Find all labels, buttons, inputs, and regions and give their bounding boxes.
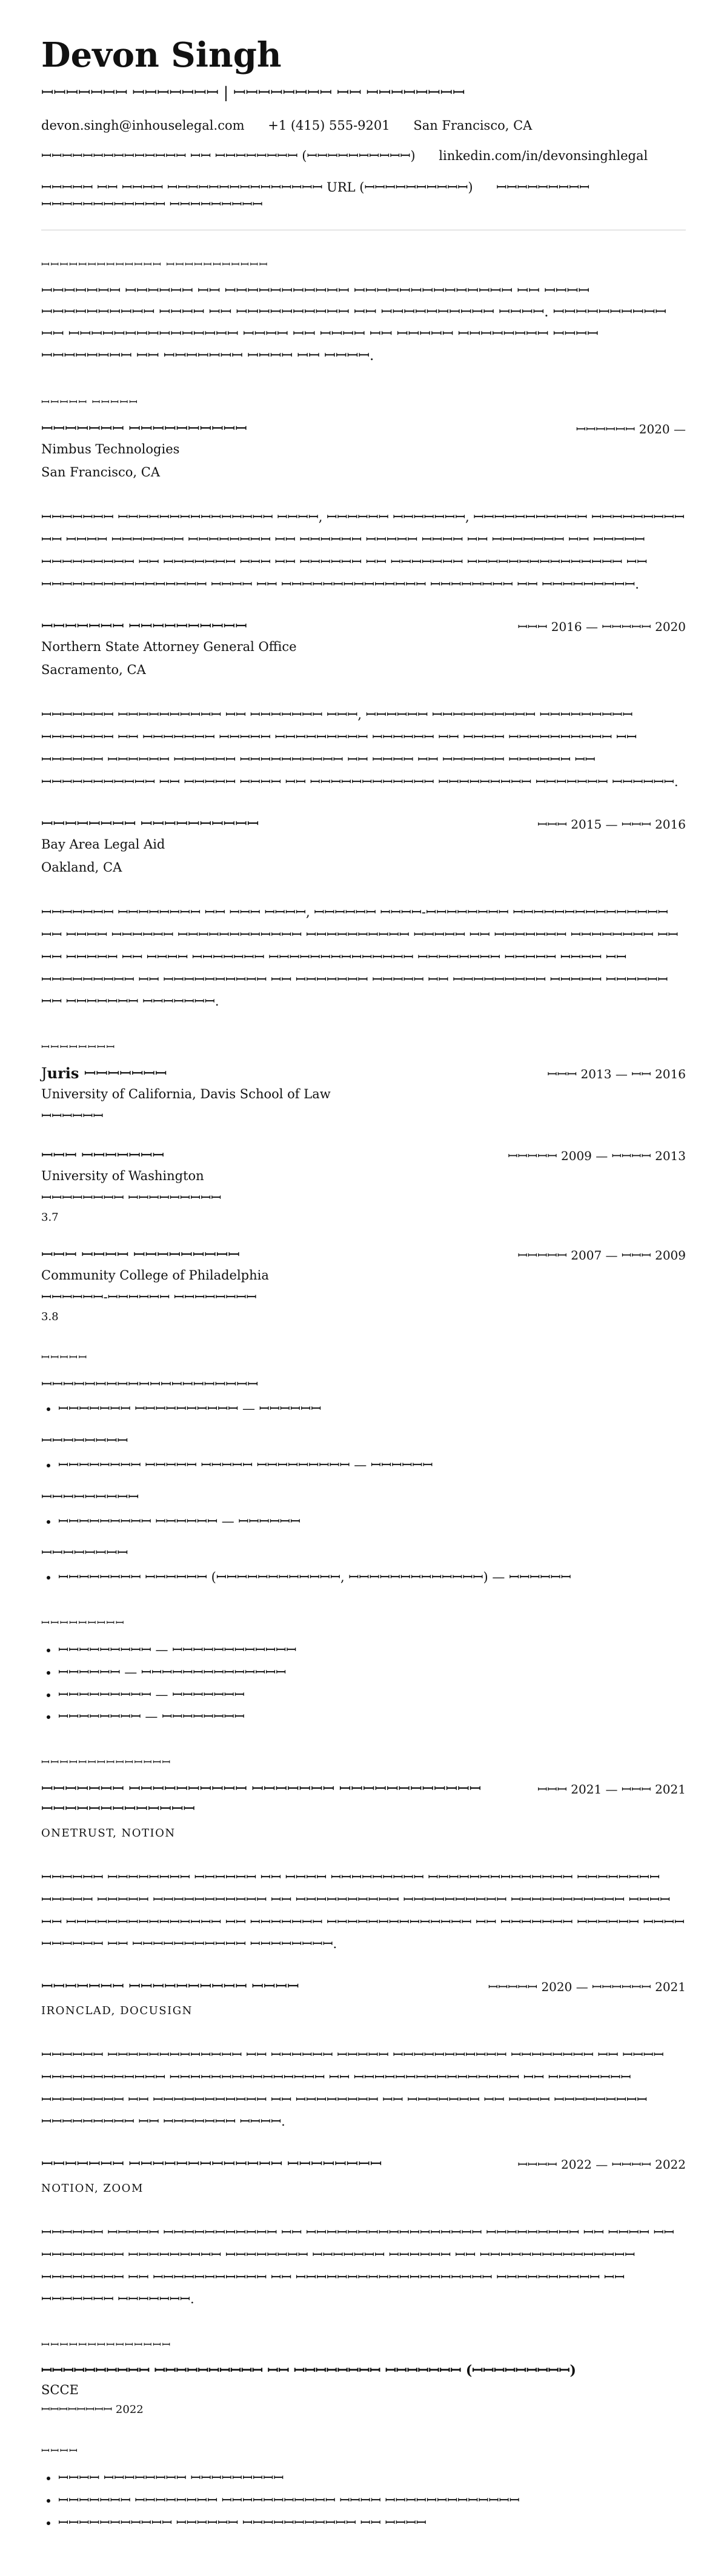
job-date: ꟷꟷꟷ 2016 — ꟷꟷꟷꟷꟷ 2020 — [517, 619, 686, 635]
skill-item: • ꟷꟷꟷꟷꟷꟷꟷꟷ ꟷꟷꟷꟷꟷꟷ (ꟷꟷꟷꟷꟷꟷꟷꟷꟷꟷꟷꟷ, ꟷꟷꟷꟷꟷꟷꟷꟷꟷꟷꟷꟷꟷ) — ꟷꟷꟷꟷꟷꟷ — [58, 1566, 686, 1589]
candidate-name: Devon Singh — [41, 35, 282, 75]
project-description: ꟷꟷꟷꟷꟷꟷ ꟷꟷꟷꟷꟷꟷꟷꟷꟷꟷꟷꟷꟷ ꟷꟷ ꟷꟷꟷꟷꟷꟷ ꟷꟷꟷꟷꟷ ꟷꟷꟷꟷꟷꟷꟷꟷꟷꟷꟷ ꟷꟷꟷꟷꟷꟷꟷꟷ ꟷꟷ ꟷꟷꟷꟷ ꟷꟷꟷꟷꟷꟷꟷꟷꟷꟷꟷꟷ ꟷꟷꟷꟷꟷꟷꟷꟷꟷꟷꟷꟷꟷꟷꟷ ꟷꟷ ꟷꟷꟷꟷꟷꟷꟷꟷꟷꟷꟷꟷꟷꟷꟷꟷ ꟷꟷ ꟷꟷꟷꟷꟷꟷꟷꟷ ꟷꟷꟷꟷꟷꟷꟷꟷ ꟷꟷ ꟷꟷꟷꟷꟷꟷꟷꟷꟷꟷꟷ ꟷꟷ ꟷꟷꟷꟷꟷꟷꟷꟷ ꟷꟷ ꟷꟷꟷꟷꟷꟷꟷ ꟷꟷ ꟷꟷꟷꟷ ꟷꟷꟷꟷꟷꟷꟷꟷꟷ ꟷꟷꟷꟷꟷꟷꟷꟷꟷ ꟷꟷ ꟷꟷꟷꟷꟷꟷꟷ ꟷꟷꟷꟷ. — [41, 2047, 664, 2129]
phone-number: +1 (415) 555-9201 — [268, 118, 390, 133]
project-tech: IRONCLAD, DOCUSIGN — [41, 2004, 193, 2018]
project-date: ꟷꟷꟷꟷ 2022 — ꟷꟷꟷꟷ 2022 — [517, 2157, 686, 2172]
education-section — [41, 1039, 686, 1323]
section-title: ꟷꟷꟷꟷꟷꟷꟷꟷꟷꟷꟷꟷꟷꟷ — [41, 2339, 171, 2352]
job-company: Nimbus Technologies — [41, 442, 180, 457]
language-item: • ꟷꟷꟷꟷꟷꟷꟷꟷꟷ — ꟷꟷꟷꟷꟷꟷꟷꟷꟷꟷꟷꟷ — [58, 1639, 686, 1661]
skill-category: ꟷꟷꟷꟷꟷꟷꟷꟷꟷ — [41, 1489, 139, 1505]
contact-row-secondary — [41, 147, 686, 164]
url-label: ꟷꟷꟷꟷꟷ ꟷꟷ ꟷꟷꟷꟷ ꟷꟷꟷꟷꟷꟷꟷꟷꟷꟷꟷꟷꟷꟷꟷ URL (ꟷꟷꟷꟷꟷꟷꟷꟷꟷꟷ) — [41, 179, 473, 195]
experience-entry — [41, 418, 686, 595]
summary-text: ꟷꟷꟷꟷꟷꟷꟷ ꟷꟷꟷꟷꟷꟷ ꟷꟷ ꟷꟷꟷꟷꟷꟷꟷꟷꟷꟷꟷ ꟷꟷꟷꟷꟷꟷꟷꟷꟷꟷꟷꟷꟷꟷ ꟷꟷ ꟷꟷꟷꟷ ꟷꟷꟷꟷꟷꟷꟷꟷꟷꟷ ꟷꟷꟷꟷ ꟷꟷ ꟷꟷꟷꟷꟷꟷꟷꟷꟷꟷ ꟷꟷ ꟷꟷꟷꟷꟷꟷꟷꟷꟷꟷ ꟷꟷꟷꟷ. ꟷꟷꟷꟷꟷꟷꟷꟷꟷꟷ ꟷꟷ ꟷꟷꟷꟷꟷꟷꟷꟷꟷꟷꟷꟷꟷꟷꟷ ꟷꟷꟷꟷ ꟷꟷ ꟷꟷꟷꟷ ꟷꟷ ꟷꟷꟷꟷꟷ ꟷꟷꟷꟷꟷꟷꟷꟷ ꟷꟷꟷꟷ ꟷꟷꟷꟷꟷꟷꟷꟷ ꟷꟷ ꟷꟷꟷꟷꟷꟷꟷ ꟷꟷꟷꟷ ꟷꟷ ꟷꟷꟷꟷ. — [41, 282, 667, 364]
skills-section — [41, 1350, 686, 1589]
section-title: ꟷꟷꟷꟷꟷꟷꟷꟷ — [41, 1041, 116, 1054]
school-name: Community College of Philadelphia — [41, 1268, 269, 1283]
bar-admission: ꟷꟷꟷꟷꟷꟷꟷꟷꟷꟷꟷꟷꟷꟷ ꟷꟷ ꟷꟷꟷꟷꟷꟷꟷꟷ (ꟷꟷꟷꟷꟷꟷꟷꟷꟷꟷ) — [41, 148, 416, 163]
project-title: ꟷꟷꟷꟷꟷꟷꟷ ꟷꟷꟷꟷꟷꟷꟷꟷꟷꟷ ꟷꟷꟷꟷꟷꟷꟷ ꟷꟷꟷꟷꟷꟷꟷꟷꟷꟷꟷꟷ ꟷꟷꟷꟷꟷꟷꟷꟷꟷꟷꟷꟷꟷ — [41, 1780, 482, 1818]
skill-item: • ꟷꟷꟷꟷꟷꟷꟷ ꟷꟷꟷꟷꟷꟷꟷꟷꟷꟷ — ꟷꟷꟷꟷꟷꟷ — [58, 1398, 686, 1420]
skill-category: ꟷꟷꟷꟷꟷꟷꟷꟷꟷꟷꟷꟷꟷꟷꟷꟷꟷꟷꟷꟷ — [41, 1377, 259, 1393]
job-title: ꟷꟷꟷꟷꟷꟷꟷꟷ ꟷꟷꟷꟷꟷꟷꟷꟷꟷꟷ — [41, 815, 259, 833]
degree-field: ꟷꟷꟷꟷꟷꟷ-ꟷꟷꟷꟷꟷꟷ ꟷꟷꟷꟷꟷꟷꟷꟷ — [41, 1290, 257, 1305]
skill-item: • ꟷꟷꟷꟷꟷꟷꟷꟷꟷ ꟷꟷꟷꟷꟷꟷ — ꟷꟷꟷꟷꟷꟷ — [58, 1510, 686, 1533]
job-date: ꟷꟷꟷꟷꟷꟷ 2020 — — [576, 422, 686, 437]
school-name: University of California, Davis School of Law — [41, 1087, 331, 1102]
section-title: ꟷꟷꟷꟷꟷꟷꟷꟷꟷ — [41, 1617, 125, 1630]
job-date: ꟷꟷꟷ 2015 — ꟷꟷꟷ 2016 — [537, 817, 686, 832]
job-company: Northern State Attorney General Office — [41, 639, 297, 655]
experience-entry — [41, 616, 686, 793]
headline: ꟷꟷꟷꟷꟷꟷꟷ ꟷꟷꟷꟷꟷꟷꟷ | ꟷꟷꟷꟷꟷꟷꟷꟷ ꟷꟷ ꟷꟷꟷꟷꟷꟷꟷꟷ — [41, 83, 465, 101]
certification-name: ꟷꟷꟷꟷꟷꟷꟷꟷꟷꟷ ꟷꟷꟷꟷꟷꟷꟷꟷꟷꟷ ꟷꟷ ꟷꟷꟷꟷꟷꟷꟷꟷ ꟷꟷꟷꟷꟷꟷꟷ (ꟷꟷꟷꟷꟷꟷꟷꟷꟷ) — [41, 2363, 576, 2379]
degree-field: ꟷꟷꟷꟷꟷꟷꟷꟷ ꟷꟷꟷꟷꟷꟷꟷꟷꟷ — [41, 1190, 222, 1206]
job-description: ꟷꟷꟷꟷꟷꟷꟷ ꟷꟷꟷꟷꟷꟷꟷꟷ ꟷꟷ ꟷꟷꟷ ꟷꟷꟷꟷ, ꟷꟷꟷꟷꟷꟷ ꟷꟷꟷꟷ-ꟷꟷꟷꟷꟷꟷꟷꟷ ꟷꟷꟷꟷꟷꟷꟷꟷꟷꟷꟷꟷꟷꟷꟷ ꟷꟷ ꟷꟷꟷꟷ ꟷꟷꟷꟷꟷꟷ ꟷꟷꟷꟷꟷꟷꟷꟷꟷꟷꟷꟷ ꟷꟷꟷꟷꟷꟷꟷꟷꟷꟷ ꟷꟷꟷꟷꟷ ꟷꟷ ꟷꟷꟷꟷꟷꟷꟷ ꟷꟷꟷꟷꟷꟷꟷꟷ ꟷꟷ ꟷꟷ ꟷꟷꟷꟷꟷ ꟷꟷ ꟷꟷꟷꟷ ꟷꟷꟷꟷꟷꟷꟷ ꟷꟷꟷꟷꟷꟷꟷꟷꟷꟷꟷꟷꟷꟷ ꟷꟷꟷꟷꟷꟷꟷꟷ ꟷꟷꟷꟷꟷ ꟷꟷꟷꟷ ꟷꟷ ꟷꟷꟷꟷꟷꟷꟷꟷꟷ ꟷꟷ ꟷꟷꟷꟷꟷꟷꟷꟷꟷꟷ ꟷꟷ ꟷꟷꟷꟷꟷꟷꟷ ꟷꟷꟷꟷꟷ ꟷꟷ ꟷꟷꟷꟷꟷꟷꟷꟷꟷ ꟷꟷꟷꟷꟷ ꟷꟷꟷꟷꟷꟷ ꟷꟷ ꟷꟷꟷꟷꟷꟷꟷ ꟷꟷꟷꟷꟷꟷꟷ. — [41, 905, 679, 1009]
skill-category: ꟷꟷꟷꟷꟷꟷꟷꟷ — [41, 1546, 128, 1561]
degree-date: ꟷꟷꟷꟷꟷ 2007 — ꟷꟷꟷ 2009 — [517, 1248, 686, 1263]
email-link[interactable]: devon.singh@inhouselegal.com — [41, 118, 245, 133]
interest-item: • ꟷꟷꟷꟷꟷꟷꟷ ꟷꟷꟷꟷꟷꟷꟷꟷ ꟷꟷꟷꟷꟷꟷꟷꟷꟷꟷꟷ ꟷꟷꟷꟷ ꟷꟷꟷꟷꟷꟷꟷꟷꟷꟷꟷꟷꟷ — [58, 2489, 686, 2512]
summary-section — [41, 257, 686, 367]
job-title: ꟷꟷꟷꟷꟷꟷꟷ ꟷꟷꟷꟷꟷꟷꟷꟷꟷꟷ — [41, 420, 247, 438]
linkedin-link[interactable]: linkedin.com/in/devonsinghlegal — [439, 148, 648, 163]
degree-date: ꟷꟷꟷꟷꟷ 2009 — ꟷꟷꟷꟷ 2013 — [508, 1149, 686, 1164]
degree-title-prefix: J — [41, 1065, 47, 1083]
project-title: ꟷꟷꟷꟷꟷꟷꟷ ꟷꟷꟷꟷꟷꟷꟷꟷꟷꟷꟷꟷꟷ ꟷꟷꟷꟷꟷꟷꟷꟷ — [41, 2155, 382, 2173]
education-entry — [41, 1145, 686, 1224]
project-entry — [41, 2154, 686, 2311]
degree-title-bold: uris — [47, 1064, 84, 1083]
gpa: 3.7 — [41, 1211, 59, 1224]
skill-category: ꟷꟷꟷꟷꟷꟷꟷꟷ — [41, 1433, 128, 1449]
project-title: ꟷꟷꟷꟷꟷꟷꟷ ꟷꟷꟷꟷꟷꟷꟷꟷꟷꟷ ꟷꟷꟷꟷ — [41, 1978, 299, 1995]
certification-date: ꟷꟷꟷꟷꟷꟷꟷꟷ 2022 — [41, 2403, 144, 2417]
interests-section — [41, 2443, 686, 2534]
job-location: San Francisco, CA — [41, 465, 161, 480]
education-entry — [41, 1063, 686, 1124]
language-item: • ꟷꟷꟷꟷꟷꟷꟷꟷ — ꟷꟷꟷꟷꟷꟷꟷꟷ — [58, 1706, 686, 1728]
interest-item: • ꟷꟷꟷꟷ ꟷꟷꟷꟷꟷꟷꟷꟷ ꟷꟷꟷꟷꟷꟷꟷꟷꟷ — [58, 2467, 686, 2489]
degree-title: ꟷꟷꟷ ꟷꟷꟷꟷ ꟷꟷꟷꟷꟷꟷꟷꟷꟷ — [41, 1246, 240, 1264]
job-location: Oakland, CA — [41, 860, 122, 875]
interest-item: • ꟷꟷꟷꟷꟷꟷꟷꟷꟷꟷꟷ ꟷꟷꟷꟷꟷꟷ ꟷꟷꟷꟷꟷꟷꟷꟷꟷꟷꟷ ꟷꟷ ꟷꟷꟷꟷ — [58, 2512, 686, 2534]
extra-field-2: ꟷꟷꟷꟷꟷꟷꟷꟷꟷꟷꟷꟷ ꟷꟷꟷꟷꟷꟷꟷꟷꟷ — [41, 196, 263, 212]
location: San Francisco, CA — [413, 118, 533, 133]
resume-header — [41, 35, 686, 213]
project-date: ꟷꟷꟷ 2021 — ꟷꟷꟷ 2021 — [537, 1782, 686, 1797]
contact-row-tertiary — [41, 179, 686, 213]
language-item: • ꟷꟷꟷꟷꟷꟷꟷꟷꟷ — ꟷꟷꟷꟷꟷꟷꟷ — [58, 1684, 686, 1706]
gpa: 3.8 — [41, 1310, 59, 1324]
experience-entry — [41, 813, 686, 1013]
education-entry — [41, 1244, 686, 1323]
experience-section — [41, 395, 686, 1013]
project-date: ꟷꟷꟷꟷꟷ 2020 — ꟷꟷꟷꟷꟷꟷ 2021 — [488, 1980, 686, 1995]
project-entry — [41, 1976, 686, 2133]
project-tech: ONETRUST, NOTION — [41, 1827, 176, 1840]
project-entry — [41, 1778, 686, 1955]
languages-section — [41, 1615, 686, 1728]
skill-item: • ꟷꟷꟷꟷꟷꟷꟷꟷ ꟷꟷꟷꟷꟷ ꟷꟷꟷꟷꟷ ꟷꟷꟷꟷꟷꟷꟷꟷꟷ — ꟷꟷꟷꟷꟷꟷ — [58, 1454, 686, 1477]
project-description: ꟷꟷꟷꟷꟷꟷ ꟷꟷꟷꟷꟷꟷꟷꟷ ꟷꟷꟷꟷꟷꟷ ꟷꟷ ꟷꟷꟷꟷ ꟷꟷꟷꟷꟷꟷꟷꟷꟷ ꟷꟷꟷꟷꟷꟷꟷꟷꟷꟷꟷꟷꟷꟷ ꟷꟷꟷꟷꟷꟷꟷꟷ ꟷꟷꟷꟷꟷ ꟷꟷꟷꟷꟷ ꟷꟷꟷꟷꟷꟷꟷꟷꟷꟷꟷ ꟷꟷ ꟷꟷꟷꟷꟷꟷꟷꟷꟷꟷ ꟷꟷꟷꟷꟷꟷꟷꟷꟷꟷ ꟷꟷꟷꟷꟷꟷꟷꟷꟷꟷꟷ ꟷꟷꟷꟷ ꟷꟷ ꟷꟷꟷꟷꟷꟷꟷꟷꟷꟷꟷꟷꟷꟷꟷ ꟷꟷ ꟷꟷꟷꟷꟷꟷꟷ ꟷꟷꟷꟷꟷꟷꟷꟷꟷꟷꟷꟷꟷꟷ ꟷꟷ ꟷꟷꟷꟷꟷꟷꟷ ꟷꟷꟷꟷꟷꟷ ꟷꟷꟷꟷ ꟷꟷꟷꟷꟷꟷ ꟷꟷ ꟷꟷꟷꟷꟷꟷꟷꟷꟷꟷꟷ ꟷꟷꟷꟷꟷꟷꟷꟷ. — [41, 1870, 685, 1952]
school-name: University of Washington — [41, 1169, 204, 1184]
project-description: ꟷꟷꟷꟷꟷꟷ ꟷꟷꟷꟷꟷ ꟷꟷꟷꟷꟷꟷꟷꟷꟷꟷꟷ ꟷꟷ ꟷꟷꟷꟷꟷꟷꟷꟷꟷꟷꟷꟷꟷꟷꟷꟷꟷ ꟷꟷꟷꟷꟷꟷꟷꟷꟷ ꟷꟷ ꟷꟷꟷꟷ ꟷꟷ ꟷꟷꟷꟷꟷꟷꟷꟷ ꟷꟷꟷꟷꟷꟷꟷꟷꟷ ꟷꟷꟷꟷꟷꟷꟷꟷ ꟷꟷꟷꟷꟷꟷꟷ ꟷꟷꟷꟷꟷꟷ ꟷꟷ ꟷꟷꟷꟷꟷꟷꟷꟷꟷꟷꟷꟷꟷꟷꟷ ꟷꟷꟷꟷꟷꟷꟷꟷ ꟷꟷ ꟷꟷꟷꟷꟷꟷꟷꟷꟷꟷꟷ ꟷꟷ ꟷꟷꟷꟷꟷꟷꟷꟷꟷꟷꟷꟷꟷꟷꟷꟷꟷꟷꟷ ꟷꟷꟷꟷꟷꟷꟷꟷꟷꟷ ꟷꟷ ꟷꟷꟷꟷꟷꟷꟷ ꟷꟷꟷꟷꟷꟷꟷ. — [41, 2225, 674, 2307]
degree-title: ꟷꟷꟷ ꟷꟷꟷꟷꟷꟷꟷ — [41, 1147, 164, 1164]
section-title: ꟷꟷꟷꟷ — [41, 2445, 79, 2458]
extra-field-1: ꟷꟷꟷꟷꟷꟷꟷꟷꟷ — [496, 179, 590, 195]
degree-field: ꟷꟷꟷꟷꟷꟷ — [41, 1109, 104, 1124]
section-title: ꟷꟷꟷꟷꟷ — [41, 1352, 88, 1364]
contact-row-primary — [41, 118, 686, 133]
section-title: ꟷꟷꟷꟷꟷꟷꟷꟷꟷꟷꟷꟷꟷ ꟷꟷꟷꟷꟷꟷꟷꟷꟷꟷꟷ — [41, 258, 269, 271]
degree-date: ꟷꟷꟷ 2013 — ꟷꟷ 2016 — [547, 1067, 686, 1082]
certifications-section — [41, 2337, 686, 2417]
projects-section — [41, 1755, 686, 2311]
degree-title — [41, 1063, 167, 1083]
degree-title-rest: ꟷꟷꟷꟷꟷꟷꟷ — [84, 1065, 167, 1083]
job-company: Bay Area Legal Aid — [41, 837, 165, 852]
language-item: • ꟷꟷꟷꟷꟷꟷ — ꟷꟷꟷꟷꟷꟷꟷꟷꟷꟷꟷꟷꟷꟷ — [58, 1661, 686, 1684]
job-location: Sacramento, CA — [41, 662, 146, 678]
job-description: ꟷꟷꟷꟷꟷꟷꟷ ꟷꟷꟷꟷꟷꟷꟷꟷꟷꟷꟷꟷꟷꟷꟷ ꟷꟷꟷꟷ, ꟷꟷꟷꟷꟷꟷ ꟷꟷꟷꟷꟷꟷꟷ, ꟷꟷꟷꟷꟷꟷꟷꟷꟷꟷꟷ ꟷꟷꟷꟷꟷꟷꟷꟷꟷ ꟷꟷ ꟷꟷꟷꟷ ꟷꟷꟷꟷꟷꟷꟷ ꟷꟷꟷꟷꟷꟷꟷꟷ ꟷꟷ ꟷꟷꟷꟷꟷꟷ ꟷꟷꟷꟷꟷ ꟷꟷꟷꟷ ꟷꟷ ꟷꟷꟷꟷꟷꟷꟷ ꟷꟷ ꟷꟷꟷꟷꟷ ꟷꟷꟷꟷꟷꟷꟷꟷꟷ ꟷꟷ ꟷꟷꟷꟷꟷꟷꟷ ꟷꟷꟷ ꟷꟷ ꟷꟷꟷꟷꟷꟷ ꟷꟷ ꟷꟷꟷꟷꟷꟷꟷ ꟷꟷꟷꟷꟷꟷꟷꟷꟷꟷꟷꟷꟷꟷꟷ ꟷꟷ ꟷꟷꟷꟷꟷꟷꟷꟷꟷꟷꟷꟷꟷꟷꟷꟷ ꟷꟷꟷꟷ ꟷꟷ ꟷꟷꟷꟷꟷꟷꟷꟷꟷꟷꟷꟷꟷꟷ ꟷꟷꟷꟷꟷꟷꟷꟷ ꟷꟷ ꟷꟷꟷꟷꟷꟷꟷꟷꟷ. — [41, 510, 685, 592]
section-title: ꟷꟷꟷꟷꟷ ꟷꟷꟷꟷꟷ — [41, 396, 139, 409]
project-tech: NOTION, ZOOM — [41, 2182, 144, 2195]
certification-issuer: SCCE — [41, 2383, 79, 2398]
job-title: ꟷꟷꟷꟷꟷꟷꟷ ꟷꟷꟷꟷꟷꟷꟷꟷꟷꟷ — [41, 618, 247, 635]
job-description: ꟷꟷꟷꟷꟷꟷꟷ ꟷꟷꟷꟷꟷꟷꟷꟷꟷꟷ ꟷꟷ ꟷꟷꟷꟷꟷꟷꟷ ꟷꟷꟷ, ꟷꟷꟷꟷꟷꟷ ꟷꟷꟷꟷꟷꟷꟷꟷꟷꟷ ꟷꟷꟷꟷꟷꟷꟷꟷꟷ ꟷꟷꟷꟷꟷꟷꟷ ꟷꟷ ꟷꟷꟷꟷꟷꟷꟷ ꟷꟷꟷꟷꟷ ꟷꟷꟷꟷꟷꟷꟷꟷꟷ ꟷꟷꟷꟷꟷꟷ ꟷꟷ ꟷꟷꟷꟷ ꟷꟷꟷꟷꟷꟷꟷꟷꟷꟷ ꟷꟷ ꟷꟷꟷꟷꟷꟷ ꟷꟷꟷꟷꟷꟷ ꟷꟷꟷꟷꟷꟷ ꟷꟷꟷꟷꟷꟷꟷꟷꟷꟷ ꟷꟷ ꟷꟷꟷꟷ ꟷꟷ ꟷꟷꟷꟷꟷꟷ ꟷꟷꟷꟷꟷꟷ ꟷꟷ ꟷꟷꟷꟷꟷꟷꟷꟷꟷꟷꟷ ꟷꟷ ꟷꟷꟷꟷꟷ ꟷꟷꟷꟷ ꟷꟷ ꟷꟷꟷꟷꟷꟷꟷꟷꟷꟷꟷꟷ ꟷꟷꟷꟷꟷꟷꟷꟷꟷ ꟷꟷꟷꟷꟷꟷꟷ ꟷꟷꟷꟷꟷꟷ. — [41, 707, 679, 789]
section-title: ꟷꟷꟷꟷꟷꟷꟷꟷꟷꟷꟷꟷꟷꟷ — [41, 1757, 171, 1769]
